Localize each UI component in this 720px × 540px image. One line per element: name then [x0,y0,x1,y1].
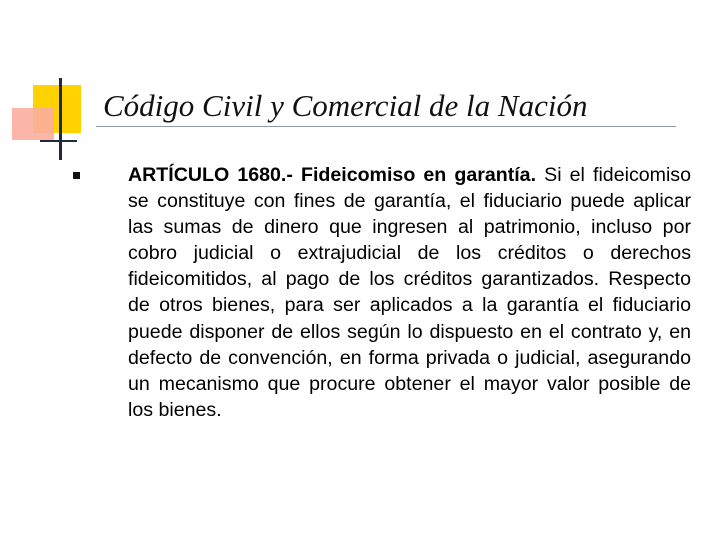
square-bullet-icon [73,172,80,179]
decor-vertical-line [59,78,62,160]
decor-horizontal-line [40,140,77,142]
article-heading: ARTÍCULO 1680.- Fideicomiso en garantía. [128,164,537,186]
article-text: Si el fideicomiso se constituye con fines de garantía, el fiduciario puede aplicar las sumas de dinero que ingresen al patrimonio, incluso por cobro judicial o extrajudicial de los créditos o derechos fideicomitidos, al pago de los créditos garantizados. Respecto de otros bienes, para ser aplicados a la garantía el fiduciario puede disponer de ellos según lo dispuesto en el contrato y, en defecto de convención, en forma privada o judicial, asegurando un mecanismo que procure obtener el mayor valor posible de los bienes. [128,164,692,421]
decor-pink-square [12,108,54,140]
slide-title: Código Civil y Comercial de la Nación [103,88,588,123]
article-paragraph [128,162,691,423]
title-underline [96,126,676,127]
